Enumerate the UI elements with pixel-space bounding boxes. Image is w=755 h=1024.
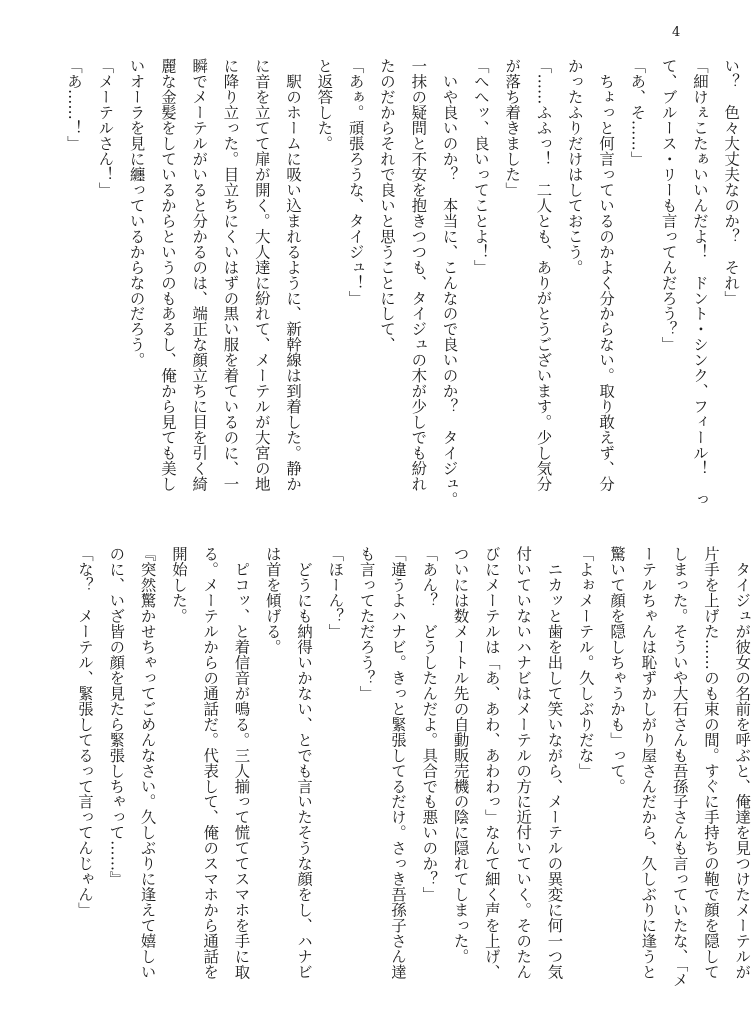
text-column: 「メーテルさん！」 (96, 58, 115, 198)
text-column: と返答した。 (315, 58, 334, 151)
text-column: て、ブルース・リーも言ってんだろう？」 (659, 58, 678, 353)
text-column: 「あ、そ……」 (628, 58, 647, 167)
text-column: いや良いのか？ 本当に、こんなので良いのか？ タイジュ。 (440, 58, 459, 507)
text-column: たのだからそれで良いと思うことにして、 (377, 58, 396, 353)
text-column: しまった。そういや大石さんも吾孫子さんも言っていたな、「メ (670, 546, 689, 988)
text-column: 「……ふふっ！ 二人とも、ありがとうございます。少し気分 (534, 58, 553, 492)
text-column: 麗な金髪をしているからというのもあるし、俺から見ても美し (158, 58, 177, 492)
text-column: る。メーテルからの通話だ。代表して、俺のスマホから通話を (201, 546, 220, 980)
text-column: 驚いて顔を隠しちゃうかも」って。 (608, 546, 627, 794)
text-column: 「よぉメーテル。久しぶりだな」 (576, 546, 595, 779)
text-column: 「な？ メーテル、緊張してるって言ってんじゃん」 (76, 546, 94, 918)
text-column: びにメーテルは「あ、あわ、あわわっ」なんて細く声を上げ、 (482, 546, 501, 980)
text-column: ピコッ、と着信音が鳴る。三人揃って慌ててスマホを手に取 (232, 546, 251, 980)
text-column: ーテルちゃんは恥ずかしがり屋さんだから、久しぶりに逢うと (639, 546, 658, 980)
text-column: 「あ……！」 (65, 58, 83, 151)
text-column: が落ち着きました」 (503, 58, 522, 198)
text-column: 瞬でメーテルがいると分かるのは、端正な顔立ちに目を引く綺 (190, 58, 209, 492)
text-column: 一抹の疑問と不安を抱きつつも、タイジュの木が少しでも紛れ (409, 58, 428, 492)
lower-text-block (71, 546, 755, 991)
text-column: タイジュが彼女の名前を呼ぶと、俺達を見つけたメーテルが (733, 546, 752, 980)
text-column: 「あぁ。頑張ろうな、タイジュ！」 (346, 58, 365, 306)
text-column: ニカッと歯を出して笑いながら、メーテルの異変に何一つ気 (545, 546, 564, 980)
text-column: 付いていないハナビはメーテルの方に近付いていく。そのたん (514, 546, 533, 980)
text-column: も言ってただろう？」 (357, 546, 376, 701)
text-column: のに、いざ皆の顔を見たら緊張しちゃって……』 (107, 546, 126, 887)
text-column: 「違うよハナビ。きっと緊張してるだけ。さっき吾孫子さん達 (388, 546, 407, 980)
text-column: どうにも納得いかない、とでも言いたそうな顔をし、ハナビ (295, 546, 314, 980)
text-column: いオーラを見に纏っているからなのだろう。 (127, 58, 146, 368)
text-column: ついには数メートル先の自動販売機の陰に隠れてしまった。 (451, 546, 470, 964)
text-column: 『突然驚かせちゃってごめんなさい。久しぶりに逢えて嬉しい (138, 546, 157, 980)
text-column: 片手を上げた……のも束の間。すぐに手持ちの鞄で顔を隠して (701, 546, 720, 980)
text-column: ちょっと何言っているのかよく分からない。取り敢えず、分 (597, 58, 616, 492)
text-column: に降り立った。目立ちにくいはずの黒い服を着ているのに、一 (221, 58, 240, 492)
text-column: 駅のホームに吸い込まれるように、新幹線は到着した。静か (284, 58, 303, 492)
text-column: 開始した。 (169, 546, 188, 624)
upper-text-block (60, 58, 744, 507)
text-column: に音を立てて扉が開く。大人達に紛れて、メーテルが大宮の地 (252, 58, 271, 492)
text-column: かったふりだけはしておこう。 (565, 58, 584, 275)
page-number: 4 (672, 25, 681, 40)
text-column: 「ほーん？」 (326, 546, 345, 639)
text-column: 「へへッ、良いってことよ！」 (471, 58, 490, 275)
text-column: 「細けぇこたぁいいんだよ！ ドント・シンク、フィール！ っ (690, 58, 709, 507)
text-column: は首を傾げる。 (263, 546, 282, 655)
text-column: い？ 色々大丈夫なのか？ それ」 (722, 58, 741, 306)
text-column: 「あん？ どうしたんだよ。具合でも悪いのか？」 (420, 546, 439, 903)
